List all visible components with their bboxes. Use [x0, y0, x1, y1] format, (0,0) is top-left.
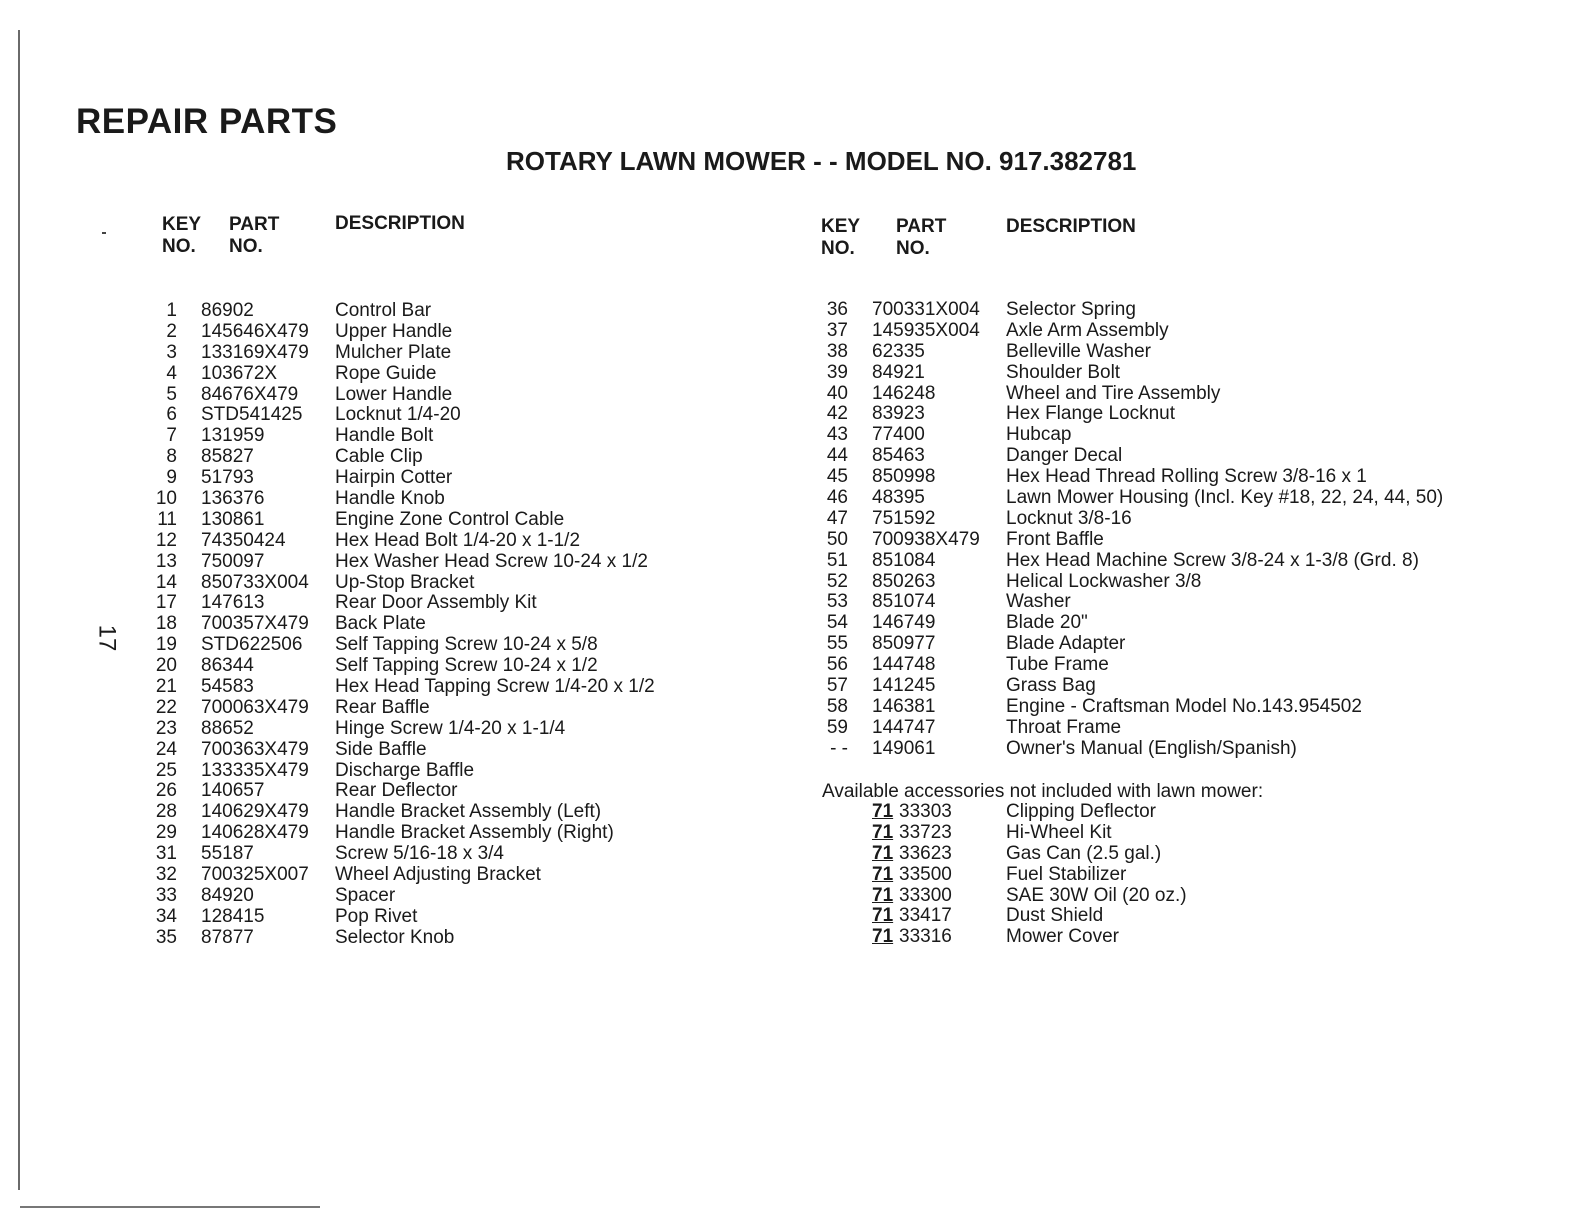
part-number: 700363X479: [201, 738, 309, 760]
key-number: 38: [826, 340, 848, 362]
key-number: 51: [826, 549, 848, 571]
part-description: Rope Guide: [335, 362, 437, 384]
key-number: 52: [826, 570, 848, 592]
part-number: 700063X479: [201, 696, 309, 718]
key-number: 18: [155, 613, 177, 635]
part-number: 850998: [872, 466, 936, 488]
part-description: Locknut 3/8-16: [1006, 507, 1132, 529]
part-number: 144747: [872, 716, 936, 738]
part-description: Tube Frame: [1006, 654, 1109, 676]
part-description: Hairpin Cotter: [335, 467, 453, 489]
part-number: 88652: [201, 717, 254, 739]
part-description: Rear Door Assembly Kit: [335, 592, 537, 614]
part-number: 62335: [872, 340, 925, 362]
accessory-number: 33303: [899, 801, 952, 822]
part-number: 87877: [201, 926, 254, 948]
accessory-number: 33316: [899, 926, 952, 948]
part-number: 751592: [872, 507, 936, 529]
part-description: Selector Knob: [335, 926, 455, 948]
accessory-number: 33623: [899, 842, 952, 864]
key-number: 47: [826, 507, 848, 529]
part-number: 140657: [201, 780, 265, 802]
part-description: Mulcher Plate: [335, 341, 452, 363]
part-description: Hex Head Tapping Screw 1/4-20 x 1/2: [335, 676, 655, 698]
key-number: 36: [826, 299, 848, 320]
key-number: 56: [826, 654, 848, 676]
key-number: 57: [826, 675, 848, 697]
accessory-prefix: 71: [872, 842, 894, 864]
key-number: 35: [155, 926, 177, 948]
key-number: 12: [155, 529, 177, 551]
page-number: 17: [93, 624, 121, 652]
part-number: 54583: [201, 676, 254, 698]
key-number: 28: [155, 801, 177, 823]
key-number: 34: [155, 905, 177, 927]
key-number: 1: [166, 300, 177, 321]
part-number: STD541425: [201, 404, 303, 426]
part-description: Helical Lockwasher 3/8: [1006, 570, 1202, 592]
part-description: Hex Head Thread Rolling Screw 3/8-16 x 1: [1006, 466, 1367, 488]
part-description: Lawn Mower Housing (Incl. Key #18, 22, 24, 44, 50): [1006, 487, 1444, 509]
part-description: Throat Frame: [1006, 716, 1122, 738]
part-number: 140629X479: [201, 801, 309, 823]
key-number: 21: [155, 676, 177, 698]
part-number: 147613: [201, 592, 265, 614]
part-description: Handle Knob: [335, 488, 445, 510]
part-description: Wheel Adjusting Bracket: [335, 864, 541, 886]
part-number: 851074: [872, 591, 936, 613]
part-number: 86902: [201, 300, 254, 321]
part-number: 145646X479: [201, 320, 309, 342]
part-number: 141245: [872, 675, 936, 697]
part-number: 700938X479: [872, 528, 980, 550]
key-number: 17: [155, 592, 177, 614]
part-number: 140628X479: [201, 822, 309, 844]
key-number: 29: [155, 822, 177, 844]
accessory-prefix: 71: [872, 801, 894, 822]
accessory-prefix: 71: [872, 884, 894, 906]
part-description: Handle Bracket Assembly (Right): [335, 822, 614, 844]
part-number: 700325X007: [201, 864, 309, 886]
part-description: Owner's Manual (English/Spanish): [1006, 737, 1297, 759]
key-number: 53: [826, 591, 848, 613]
part-number: 86344: [201, 655, 254, 677]
accessory-description: Gas Can (2.5 gal.): [1006, 842, 1162, 864]
key-number: 26: [155, 780, 177, 802]
part-description: Selector Spring: [1006, 299, 1136, 320]
right-description-header: DESCRIPTION: [1006, 216, 1136, 237]
part-description: Washer: [1006, 591, 1071, 613]
left-part-no-header: PART NO.: [229, 214, 280, 257]
key-number: 23: [155, 717, 177, 739]
right-part-no-header: PART NO.: [896, 216, 947, 259]
part-description: Cable Clip: [335, 446, 423, 468]
key-number: 10: [155, 488, 177, 510]
part-number: 146749: [872, 612, 936, 634]
bottom-scan-rule: [20, 1206, 320, 1208]
part-number: 51793: [201, 467, 254, 489]
key-number: 32: [155, 864, 177, 886]
stray-mark: [102, 232, 106, 234]
key-number: 50: [826, 528, 848, 550]
accessory-description: Fuel Stabilizer: [1006, 863, 1127, 885]
part-number: 149061: [872, 737, 936, 759]
page-binding-edge: [18, 30, 20, 1190]
part-number: 84676X479: [201, 383, 299, 405]
part-number: 85463: [872, 445, 925, 467]
part-number: STD622506: [201, 634, 303, 656]
left-description-header: DESCRIPTION: [335, 213, 465, 234]
part-description: Rear Baffle: [335, 696, 430, 718]
part-number: 700357X479: [201, 613, 309, 635]
part-description: Hubcap: [1006, 424, 1072, 446]
part-number: 851084: [872, 549, 936, 571]
part-description: Control Bar: [335, 300, 432, 321]
page-title: REPAIR PARTS: [76, 102, 338, 141]
part-number: 55187: [201, 843, 254, 865]
part-description: Handle Bracket Assembly (Left): [335, 801, 602, 823]
key-number: 5: [166, 383, 177, 405]
accessory-description: Clipping Deflector: [1006, 801, 1156, 822]
accessory-prefix: 71: [872, 905, 894, 927]
part-number: 128415: [201, 905, 265, 927]
accessory-prefix: 71: [872, 863, 894, 885]
key-number: 25: [155, 759, 177, 781]
key-number: 33: [155, 884, 177, 906]
key-number: 42: [826, 403, 848, 425]
key-number: 11: [157, 508, 177, 530]
key-number: 13: [155, 550, 177, 572]
part-description: Hinge Screw 1/4-20 x 1-1/4: [335, 717, 566, 739]
part-number: 85827: [201, 446, 254, 468]
part-number: 850977: [872, 633, 936, 655]
part-description: Axle Arm Assembly: [1006, 319, 1169, 341]
part-number: 146381: [872, 695, 936, 717]
part-number: 133169X479: [201, 341, 309, 363]
part-description: Hex Flange Locknut: [1006, 403, 1175, 425]
part-number: 136376: [201, 488, 265, 510]
part-description: Front Baffle: [1006, 528, 1104, 550]
key-number: 2: [166, 320, 177, 342]
part-description: Danger Decal: [1006, 445, 1123, 467]
key-number: 20: [155, 655, 177, 677]
part-description: Hex Washer Head Screw 10-24 x 1/2: [335, 550, 648, 572]
key-number: 7: [166, 425, 177, 447]
part-description: Wheel and Tire Assembly: [1006, 382, 1221, 404]
key-number: 39: [826, 361, 848, 383]
key-number: 31: [155, 843, 177, 865]
key-number: 40: [826, 382, 848, 404]
key-number: 59: [826, 716, 848, 738]
key-number: 8: [166, 446, 177, 468]
part-number: 145935X004: [872, 319, 980, 341]
part-number: 144748: [872, 654, 936, 676]
key-number: 4: [166, 362, 177, 384]
part-number: 133335X479: [201, 759, 309, 781]
left-key-no-header: KEY NO.: [162, 214, 202, 257]
key-number: 9: [166, 467, 177, 489]
accessory-number: 33417: [899, 905, 952, 927]
key-number: 6: [166, 404, 177, 426]
model-title: ROTARY LAWN MOWER - - MODEL NO. 917.382781: [506, 146, 1137, 176]
part-number: 77400: [872, 424, 925, 446]
part-number: 84921: [872, 361, 925, 383]
accessory-description: SAE 30W Oil (20 oz.): [1006, 884, 1187, 906]
key-number: 22: [155, 696, 177, 718]
part-number: 103672X: [201, 362, 278, 384]
key-number: 46: [826, 487, 848, 509]
part-description: Rear Deflector: [335, 780, 458, 802]
key-number: 24: [155, 738, 177, 760]
part-description: Engine Zone Control Cable: [335, 508, 565, 530]
key-number: 45: [826, 466, 848, 488]
key-number: 58: [826, 695, 848, 717]
accessory-number: 33500: [899, 863, 952, 885]
part-number: 130861: [201, 508, 265, 530]
key-number: 55: [826, 633, 848, 655]
part-number: 850263: [872, 570, 936, 592]
part-description: Grass Bag: [1006, 675, 1096, 697]
part-number: 700331X004: [872, 299, 980, 320]
part-number: 48395: [872, 487, 925, 509]
part-number: 131959: [201, 425, 265, 447]
part-number: 146248: [872, 382, 936, 404]
key-number: 19: [155, 634, 177, 656]
part-description: Discharge Baffle: [335, 759, 475, 781]
part-description: Blade Adapter: [1006, 633, 1126, 655]
part-description: Pop Rivet: [335, 905, 418, 927]
accessory-prefix: 71: [872, 926, 894, 948]
part-description: Locknut 1/4-20: [335, 404, 461, 426]
part-description: Back Plate: [335, 613, 426, 635]
right-key-no-header: KEY NO.: [821, 216, 861, 259]
part-description: Up-Stop Bracket: [335, 571, 475, 593]
part-description: Side Baffle: [335, 738, 427, 760]
part-description: Handle Bolt: [335, 425, 434, 447]
part-description: Hex Head Bolt 1/4-20 x 1-1/2: [335, 529, 581, 551]
part-description: Lower Handle: [335, 383, 453, 405]
key-number: - -: [830, 737, 848, 759]
part-description: Screw 5/16-18 x 3/4: [335, 843, 504, 865]
part-description: Engine - Craftsman Model No.143.954502: [1006, 695, 1362, 717]
part-description: Shoulder Bolt: [1006, 361, 1121, 383]
key-number: 37: [826, 319, 848, 341]
key-number: 3: [166, 341, 177, 363]
part-number: 750097: [201, 550, 265, 572]
accessory-description: Dust Shield: [1006, 905, 1104, 927]
accessory-description: Mower Cover: [1006, 926, 1119, 948]
part-description: Spacer: [335, 884, 396, 906]
part-number: 850733X004: [201, 571, 309, 593]
accessory-number: 33723: [899, 821, 952, 843]
part-number: 83923: [872, 403, 925, 425]
part-number: 84920: [201, 884, 254, 906]
part-description: Self Tapping Screw 10-24 x 1/2: [335, 655, 598, 677]
part-number: 74350424: [201, 529, 286, 551]
part-description: Belleville Washer: [1006, 340, 1152, 362]
key-number: 14: [155, 571, 177, 593]
part-description: Upper Handle: [335, 320, 453, 342]
accessories-intro: Available accessories not included with lawn mower:: [822, 781, 1264, 802]
key-number: 54: [826, 612, 848, 634]
key-number: 44: [826, 445, 848, 467]
accessory-number: 33300: [899, 884, 952, 906]
accessory-prefix: 71: [872, 821, 894, 843]
part-description: Blade 20": [1006, 612, 1088, 634]
part-description: Self Tapping Screw 10-24 x 5/8: [335, 634, 598, 656]
part-description: Hex Head Machine Screw 3/8-24 x 1-3/8 (Grd. 8): [1006, 549, 1419, 571]
key-number: 43: [826, 424, 848, 446]
accessory-description: Hi-Wheel Kit: [1006, 821, 1112, 843]
